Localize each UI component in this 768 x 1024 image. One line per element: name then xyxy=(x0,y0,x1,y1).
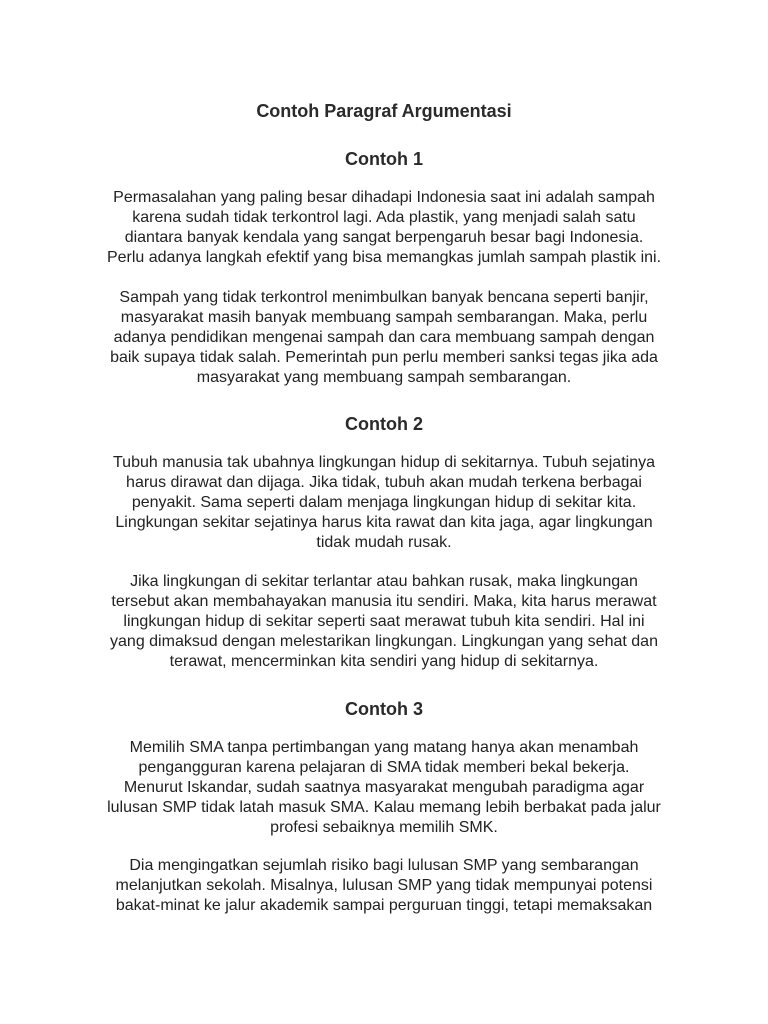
text-line: Tubuh manusia tak ubahnya lingkungan hidup di sekitarnya. Tubuh sejatinya xyxy=(113,454,655,471)
text-line: tidak mudah rusak. xyxy=(316,534,452,551)
document-title: Contoh Paragraf Argumentasi xyxy=(256,101,512,121)
text-line: harus dirawat dan dijaga. Jika tidak, tubuh akan mudah terkena berbagai xyxy=(126,474,642,491)
text-line: adanya pendidikan mengenai sampah dan cara membuang sampah dengan xyxy=(113,329,655,346)
text-line: masyarakat yang membuang sampah sembarangan. xyxy=(196,369,572,386)
text-line: profesi sebaiknya memilih SMK. xyxy=(270,819,498,836)
paragraph-3-1 xyxy=(0,738,768,838)
text-line: terawat, mencerminkan kita sendiri yang hidup di sekitarnya. xyxy=(169,653,599,670)
text-line: diantara banyak kendala yang sangat berpengaruh besar bagi Indonesia. xyxy=(124,229,644,246)
text-line: karena sudah tidak terkontrol lagi. Ada plastik, yang menjadi salah satu xyxy=(132,209,636,226)
text-line: pengangguran karena pelajaran di SMA tidak memberi bekal bekerja. xyxy=(138,759,630,776)
text-line: lingkungan hidup di sekitar seperti saat merawat tubuh kita sendiri. Hal ini xyxy=(123,613,645,630)
text-line: Dia mengingatkan sejumlah risiko bagi lulusan SMP yang sembarangan xyxy=(129,857,639,874)
text-line: bakat-minat ke jalur akademik sampai perguruan tinggi, tetapi memaksakan xyxy=(115,897,653,914)
text-line: Memilih SMA tanpa pertimbangan yang matang hanya akan menambah xyxy=(129,739,639,756)
text-line: penyakit. Sama seperti dalam menjaga lingkungan hidup di sekitar kita. xyxy=(131,494,637,511)
text-line: Menurut Iskandar, sudah saatnya masyarakat mengubah paradigma agar xyxy=(123,779,645,796)
paragraph-1-2 xyxy=(0,288,768,388)
text-line: Sampah yang tidak terkontrol menimbulkan banyak bencana seperti banjir, xyxy=(119,289,649,306)
section-heading-contoh-1: Contoh 1 xyxy=(345,149,423,169)
paragraph-2-2 xyxy=(0,572,768,672)
paragraph-2-1 xyxy=(0,453,768,553)
text-line: Permasalahan yang paling besar dihadapi Indonesia saat ini adalah sampah xyxy=(113,189,655,206)
text-line: yang dimaksud dengan melestarikan lingkungan. Lingkungan yang sehat dan xyxy=(110,633,658,650)
section-heading-contoh-3: Contoh 3 xyxy=(345,699,423,719)
text-line: masyarakat masih banyak membuang sampah sembarangan. Maka, perlu xyxy=(120,309,648,326)
text-line: baik supaya tidak salah. Pemerintah pun perlu memberi sanksi tegas jika ada xyxy=(110,349,658,366)
text-line: Lingkungan sekitar sejatinya harus kita rawat dan kita jaga, agar lingkungan xyxy=(115,514,653,531)
paragraph-3-2 xyxy=(0,856,768,916)
text-line: Jika lingkungan di sekitar terlantar atau bahkan rusak, maka lingkungan xyxy=(130,573,638,590)
text-line: melanjutkan sekolah. Misalnya, lulusan SMP yang tidak mempunyai potensi xyxy=(115,877,653,894)
section-heading-contoh-2: Contoh 2 xyxy=(345,414,423,434)
paragraph-1-1 xyxy=(0,188,768,268)
text-line: tersebut akan membahayakan manusia itu sendiri. Maka, kita harus merawat xyxy=(111,593,657,610)
text-line: lulusan SMP tidak latah masuk SMA. Kalau memang lebih berbakat pada jalur xyxy=(107,799,661,816)
text-line: Perlu adanya langkah efektif yang bisa memangkas jumlah sampah plastik ini. xyxy=(106,249,662,266)
